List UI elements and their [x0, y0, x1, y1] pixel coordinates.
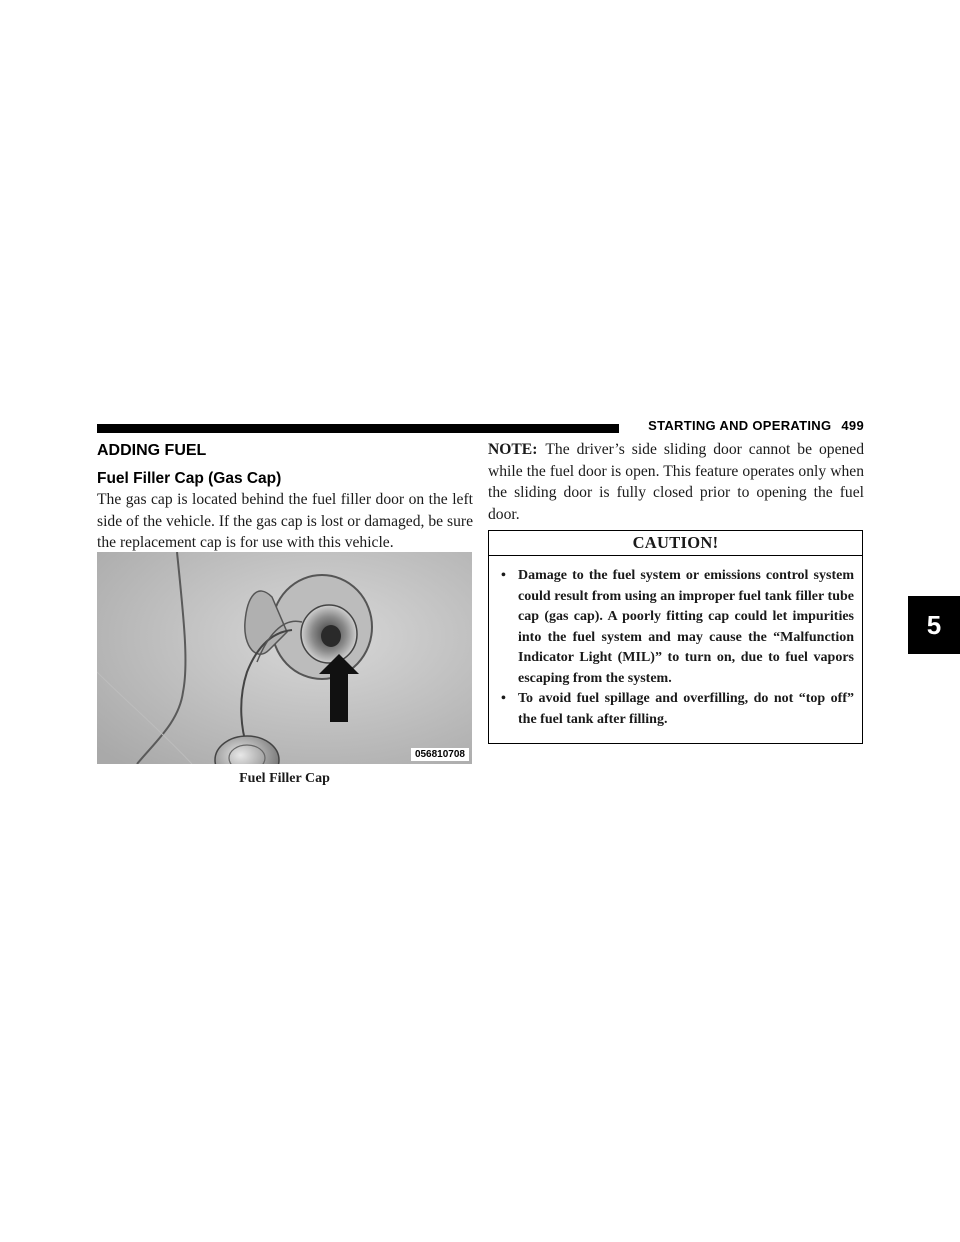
fuel-filler-illustration — [97, 552, 472, 764]
caution-item-text: Damage to the fuel system or emissions control system could result from using an improper fuel tank filler tube cap (gas cap). A poorly fitting cap could let impurities into the fuel system and may cause the “Malfunction Indicator Light (MIL)” to turn on, due to fuel vapors escaping from the system. — [518, 568, 854, 686]
gas-cap-paragraph: The gas cap is located behind the fuel filler door on the left side of the vehicle. If the gas cap is lost or damaged, be sure the replacement cap is for use with this vehicle. — [97, 491, 473, 551]
filler-opening — [321, 625, 341, 647]
caution-title: CAUTION! — [489, 531, 862, 556]
subsection-title: Fuel Filler Cap (Gas Cap) — [97, 470, 282, 487]
section-title: ADDING FUEL — [97, 442, 207, 459]
bullet-icon: • — [501, 568, 506, 583]
caution-item — [501, 689, 854, 730]
note-label: NOTE: — [488, 441, 538, 458]
caution-item — [501, 566, 854, 689]
page-number: 499 — [841, 418, 864, 433]
figure-code: 056810708 — [411, 748, 469, 761]
chapter-tab: 5 — [908, 596, 960, 654]
bullet-icon: • — [501, 691, 506, 706]
running-header — [632, 418, 864, 433]
fuel-filler-figure — [97, 552, 472, 764]
caution-list — [489, 556, 862, 730]
note-paragraph — [488, 439, 864, 525]
caution-item-text: To avoid fuel spillage and overfilling, do not “top off” the fuel tank after filling. — [518, 691, 854, 727]
note-text: The driver’s side sliding door cannot be opened while the fuel door is open. This feature operates only when the sliding door is fully closed prior to opening the fuel door. — [488, 441, 864, 523]
header-rule — [97, 424, 619, 433]
header-section: STARTING AND OPERATING — [648, 418, 832, 433]
caution-box — [488, 530, 863, 744]
figure-caption: Fuel Filler Cap — [239, 771, 330, 786]
